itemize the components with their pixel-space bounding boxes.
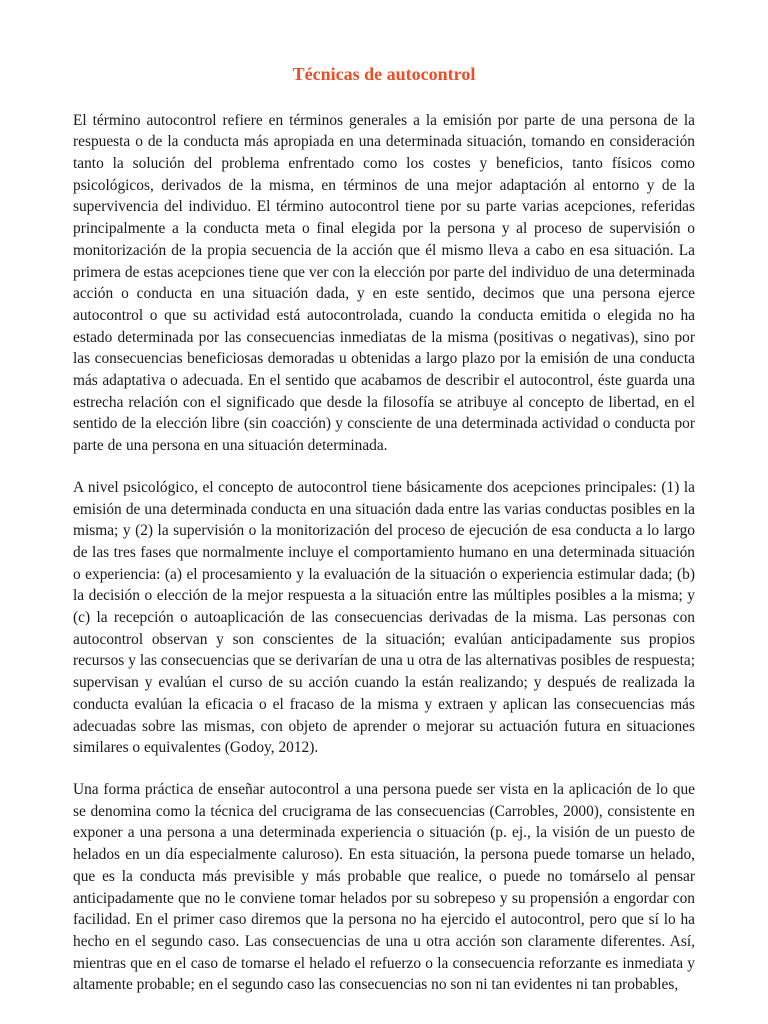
paragraph-1: El término autocontrol refiere en términos generales a la emisión por parte de una persona de la respuesta o de la conducta más apropiada en una determinada situación, tomando en consideración tanto la solución del problema enfrentado como los costes y beneficios, tanto físicos como psicológicos, derivados de la misma, en términos de una mejor adaptación al entorno y de la supervivencia del individuo. El término autocontrol tiene por su parte varias acepciones, referidas principalmente a la conducta meta o final elegida por la persona y al proceso de supervisión o monitorización de la propia secuencia de la acción que él mismo lleva a cabo en esa situación. La primera de estas acepciones tiene que ver con la elección por parte del individuo de una determinada acción o conducta en una situación dada, y en este sentido, decimos que una persona ejerce autocontrol o que su actividad está autocontrolada, cuando la conducta emitida o elegida no ha estado determinada por las consecuencias inmediatas de la misma (positivas o negativas), sino por las consecuencias beneficiosas demoradas u obtenidas a largo plazo por la emisión de una conducta más adaptativa o adecuada. En el sentido que acabamos de describir el autocontrol, éste guarda una estrecha relación con el significado que desde la filosofía se atribuye al concepto de libertad, en el sentido de la elección libre (sin coacción) y consciente de una determinada actividad o conducta por parte de una persona en una situación determinada. xyxy=(73,111,695,455)
paragraph-3: Una forma práctica de enseñar autocontrol a una persona puede ser vista en la aplicación de lo que se denomina como la técnica del crucigrama de las consecuencias (Carrobles, 2000), consistente en exponer a una persona a una determinada experiencia o situación (p. ej., la visión de un puesto de helados en un día especialmente caluroso). En esta situación, la persona puede tomarse un helado, que es la conducta más previsible y más probable que realice, o puede no tomárselo al pensar anticipadamente que no le conviene tomar helados por su sobrepeso y su propensión a engordar con facilidad. En el primer caso diremos que la persona no ha ejercido el autocontrol, pero que sí lo ha hecho en el segundo caso. Las consecuencias de una u otra acción son claramente diferentes. Así, mientras que en el caso de tomarse el helado el refuerzo o la consecuencia reforzante es inmediata y altamente probable; en el segundo caso las consecuencias no son ni tan evidentes ni tan probables, xyxy=(73,780,695,994)
document-title: Técnicas de autocontrol xyxy=(292,64,476,84)
paragraph-2: A nivel psicológico, el concepto de autocontrol tiene básicamente dos acepciones principales: (1) la emisión de una determinada conducta en una situación dada entre las varias conductas posibles en la misma; y (2) la supervisión o la monitorización del proceso de ejecución de esa conducta a lo largo de las tres fases que normalmente incluye el comportamiento humano en una determinada situación o experiencia: (a) el procesamiento y la evaluación de la situación o experiencia estimular dada; (b) la decisión o elección de la mejor respuesta a la situación entre las múltiples posibles a la misma; y (c) la recepción o autoaplicación de las consecuencias derivadas de la misma. Las personas con autocontrol observan y son conscientes de la situación; evalúan anticipadamente sus propios recursos y las consecuencias que se derivarían de una u otra de las alternativas posibles de respuesta; supervisan y evalúan el curso de su acción cuando la están realizando; y después de realizada la conducta evalúan la eficacia o el fracaso de la misma y extraen y aplican las consecuencias más adecuadas sobre las mismas, con objeto de aprender o mejorar su actuación futura en situaciones similares o equivalentes (Godoy, 2012). xyxy=(73,478,695,757)
